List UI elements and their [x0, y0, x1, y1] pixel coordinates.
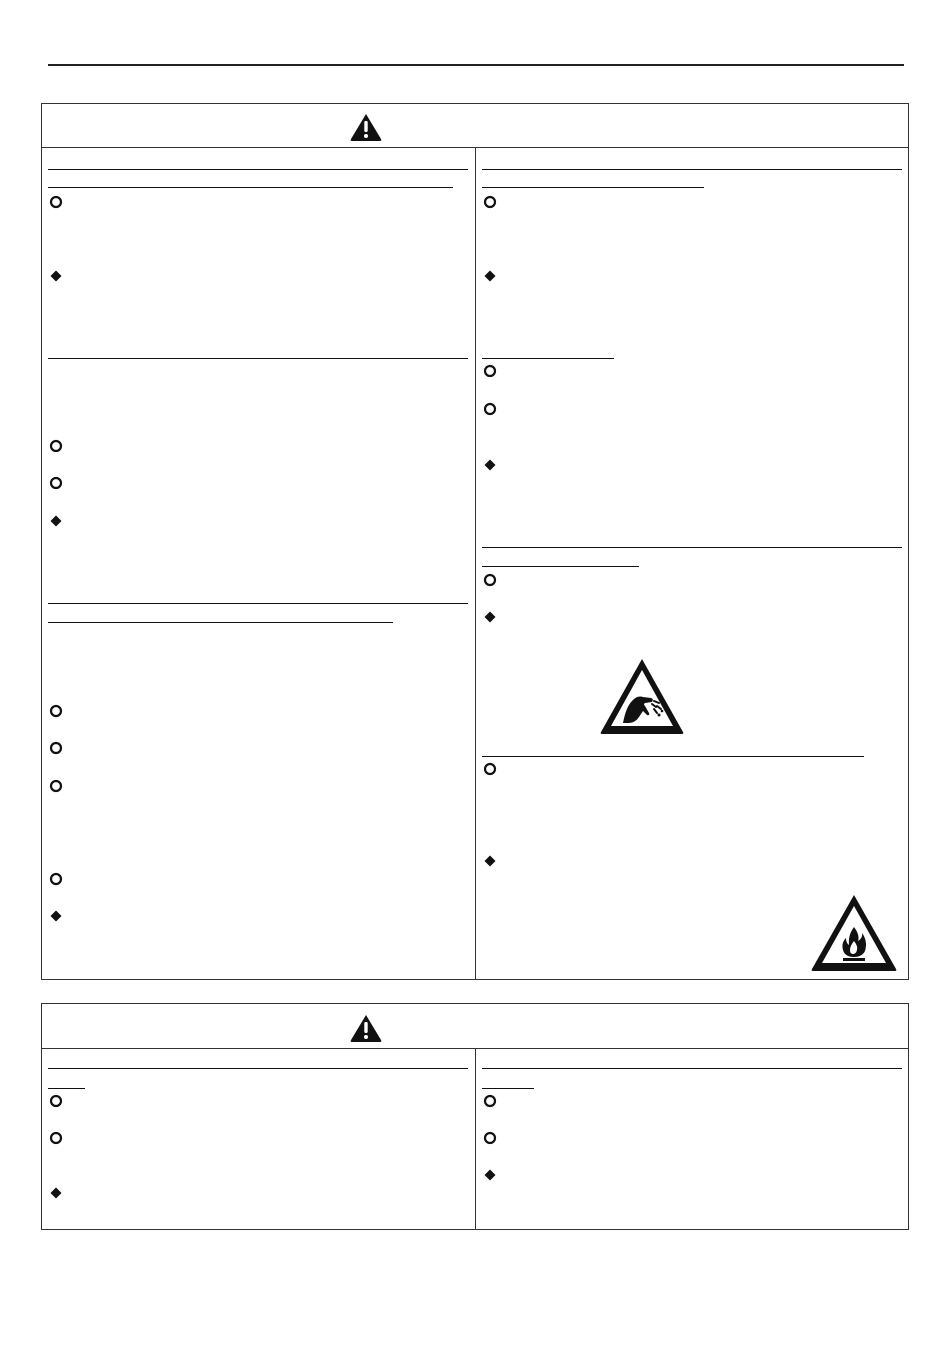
section-rule	[48, 358, 468, 359]
section-title-underline	[482, 566, 639, 567]
warning-triangle-icon	[349, 112, 383, 142]
section-title-underline	[48, 1088, 85, 1089]
diamond-bullet-icon	[484, 459, 496, 471]
circle-bullet-icon	[49, 476, 63, 490]
diamond-bullet-icon	[484, 611, 496, 623]
diamond-bullet-icon	[484, 855, 496, 867]
section-title-underline	[482, 187, 704, 188]
section-rule	[48, 169, 468, 170]
circle-bullet-icon	[483, 402, 497, 416]
column-divider	[475, 147, 476, 980]
circle-bullet-icon	[483, 195, 497, 209]
section-rule	[48, 603, 468, 604]
circle-bullet-icon	[483, 1131, 497, 1145]
circle-bullet-icon	[49, 439, 63, 453]
circle-bullet-icon	[49, 741, 63, 755]
circle-bullet-icon	[49, 1094, 63, 1108]
diamond-bullet-icon	[50, 270, 62, 282]
section-rule	[48, 1068, 468, 1069]
circle-bullet-icon	[49, 872, 63, 886]
page-header-rule	[48, 64, 904, 66]
circle-bullet-icon	[483, 762, 497, 776]
hand-injury-warning-icon	[599, 657, 685, 735]
circle-bullet-icon	[49, 779, 63, 793]
section-rule	[482, 547, 902, 548]
circle-bullet-icon	[49, 1131, 63, 1145]
flammable-warning-icon	[810, 893, 898, 972]
circle-bullet-icon	[49, 195, 63, 209]
warning-triangle-icon	[349, 1013, 383, 1043]
circle-bullet-icon	[483, 364, 497, 378]
section-title-underline	[48, 622, 393, 623]
diamond-bullet-icon	[50, 515, 62, 527]
section-title-underline	[482, 358, 614, 359]
section-rule	[482, 169, 902, 170]
section-rule	[482, 1068, 902, 1069]
section-title-underline	[482, 1088, 534, 1089]
section-title-underline	[48, 187, 453, 188]
circle-bullet-icon	[483, 1094, 497, 1108]
section-title-underline	[482, 756, 864, 757]
diamond-bullet-icon	[50, 1187, 62, 1199]
diamond-bullet-icon	[50, 910, 62, 922]
circle-bullet-icon	[49, 704, 63, 718]
circle-bullet-icon	[483, 573, 497, 587]
diamond-bullet-icon	[484, 1169, 496, 1181]
column-divider	[475, 1048, 476, 1230]
diamond-bullet-icon	[484, 270, 496, 282]
